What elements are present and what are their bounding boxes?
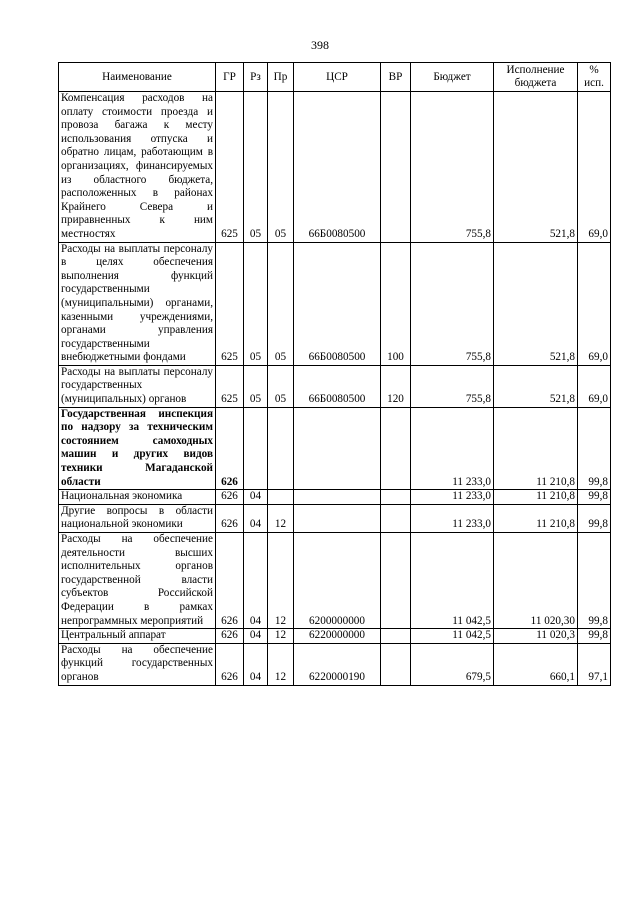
header-budget: Бюджет	[411, 63, 494, 92]
cell-execution: 660,1	[494, 643, 578, 685]
cell-budget: 755,8	[411, 365, 494, 407]
cell-percent: 99,8	[578, 504, 611, 532]
cell-pr: 12	[268, 643, 294, 685]
cell-execution: 11 020,3	[494, 629, 578, 644]
cell-budget: 755,8	[411, 242, 494, 365]
cell-rz: 04	[244, 643, 268, 685]
cell-rz: 04	[244, 490, 268, 505]
table-row	[59, 643, 611, 685]
cell-pr	[268, 407, 294, 490]
table-row	[59, 92, 611, 243]
header-name: Наименование	[59, 63, 216, 92]
cell-name: Расходы на обеспечение функций государственных органов	[59, 643, 216, 685]
header-vr: ВР	[381, 63, 411, 92]
cell-pr: 12	[268, 504, 294, 532]
cell-name: Государственная инспекция по надзору за техническим состоянием самоходных машин и других видов техники Магаданской области	[59, 407, 216, 490]
cell-pr: 05	[268, 365, 294, 407]
cell-name: Национальная экономика	[59, 490, 216, 505]
table-row	[59, 533, 611, 629]
cell-percent: 69,0	[578, 242, 611, 365]
cell-execution: 521,8	[494, 242, 578, 365]
cell-percent: 99,8	[578, 629, 611, 644]
cell-budget: 11 042,5	[411, 533, 494, 629]
cell-vr	[381, 533, 411, 629]
cell-execution: 11 210,8	[494, 407, 578, 490]
cell-execution: 11 020,30	[494, 533, 578, 629]
cell-vr	[381, 92, 411, 243]
cell-pr: 12	[268, 533, 294, 629]
cell-csr: 6220000000	[294, 629, 381, 644]
table-header-row	[59, 63, 611, 92]
cell-percent: 99,8	[578, 490, 611, 505]
cell-vr: 100	[381, 242, 411, 365]
cell-execution: 11 210,8	[494, 504, 578, 532]
cell-vr	[381, 407, 411, 490]
cell-name: Расходы на выплаты персоналу в целях обеспечения выполнения функций государственными (муниципальными) органами, казенными учреждениями, органами управления государственными внебюджетными фондами	[59, 242, 216, 365]
cell-csr: 66Б0080500	[294, 242, 381, 365]
header-execution: Исполнение бюджета	[494, 63, 578, 92]
cell-pr: 05	[268, 92, 294, 243]
table-row	[59, 490, 611, 505]
cell-gr: 626	[216, 533, 244, 629]
cell-pr	[268, 490, 294, 505]
table-row	[59, 365, 611, 407]
budget-table	[58, 62, 611, 686]
cell-budget: 679,5	[411, 643, 494, 685]
cell-csr: 66Б0080500	[294, 365, 381, 407]
cell-budget: 11 233,0	[411, 504, 494, 532]
cell-vr	[381, 643, 411, 685]
cell-gr: 626	[216, 629, 244, 644]
cell-percent: 97,1	[578, 643, 611, 685]
cell-gr: 626	[216, 643, 244, 685]
cell-percent: 69,0	[578, 365, 611, 407]
cell-budget: 11 233,0	[411, 407, 494, 490]
cell-percent: 69,0	[578, 92, 611, 243]
cell-rz: 05	[244, 365, 268, 407]
cell-csr: 6200000000	[294, 533, 381, 629]
cell-csr: 66Б0080500	[294, 92, 381, 243]
cell-pr: 12	[268, 629, 294, 644]
header-rz: Рз	[244, 63, 268, 92]
table-row	[59, 407, 611, 490]
cell-vr	[381, 629, 411, 644]
cell-gr: 626	[216, 407, 244, 490]
cell-percent: 99,8	[578, 407, 611, 490]
cell-rz: 05	[244, 242, 268, 365]
cell-gr: 625	[216, 365, 244, 407]
table-row	[59, 504, 611, 532]
cell-budget: 11 233,0	[411, 490, 494, 505]
cell-gr: 626	[216, 490, 244, 505]
cell-csr	[294, 407, 381, 490]
cell-csr: 6220000190	[294, 643, 381, 685]
cell-execution: 11 210,8	[494, 490, 578, 505]
cell-execution: 521,8	[494, 365, 578, 407]
cell-gr: 626	[216, 504, 244, 532]
header-pr: Пр	[268, 63, 294, 92]
cell-vr: 120	[381, 365, 411, 407]
cell-vr	[381, 490, 411, 505]
cell-rz	[244, 407, 268, 490]
page-number: 398	[311, 38, 329, 52]
cell-vr	[381, 504, 411, 532]
cell-name: Другие вопросы в области национальной экономики	[59, 504, 216, 532]
cell-csr	[294, 490, 381, 505]
cell-name: Расходы на выплаты персоналу государственных (муниципальных) органов	[59, 365, 216, 407]
cell-rz: 04	[244, 504, 268, 532]
cell-execution: 521,8	[494, 92, 578, 243]
cell-budget: 755,8	[411, 92, 494, 243]
cell-budget: 11 042,5	[411, 629, 494, 644]
cell-rz: 04	[244, 533, 268, 629]
header-gr: ГР	[216, 63, 244, 92]
cell-gr: 625	[216, 242, 244, 365]
cell-percent: 99,8	[578, 533, 611, 629]
header-csr: ЦСР	[294, 63, 381, 92]
cell-pr: 05	[268, 242, 294, 365]
cell-rz: 05	[244, 92, 268, 243]
table-row	[59, 242, 611, 365]
table-row	[59, 629, 611, 644]
cell-name: Расходы на обеспечение деятельности высших исполнительных органов государственной власти субъектов Российской Федерации в рамках непрограммных мероприятий	[59, 533, 216, 629]
cell-name: Центральный аппарат	[59, 629, 216, 644]
cell-gr: 625	[216, 92, 244, 243]
cell-name: Компенсация расходов на оплату стоимости проезда и провоза багажа к месту использования отпуска и обратно лицам, работающим в организациях, финансируемых из областного бюджета, расположенных в районах Крайнего Севера и приравненных к ним местностях	[59, 92, 216, 243]
cell-csr	[294, 504, 381, 532]
header-percent: % исп.	[578, 63, 611, 92]
cell-rz: 04	[244, 629, 268, 644]
